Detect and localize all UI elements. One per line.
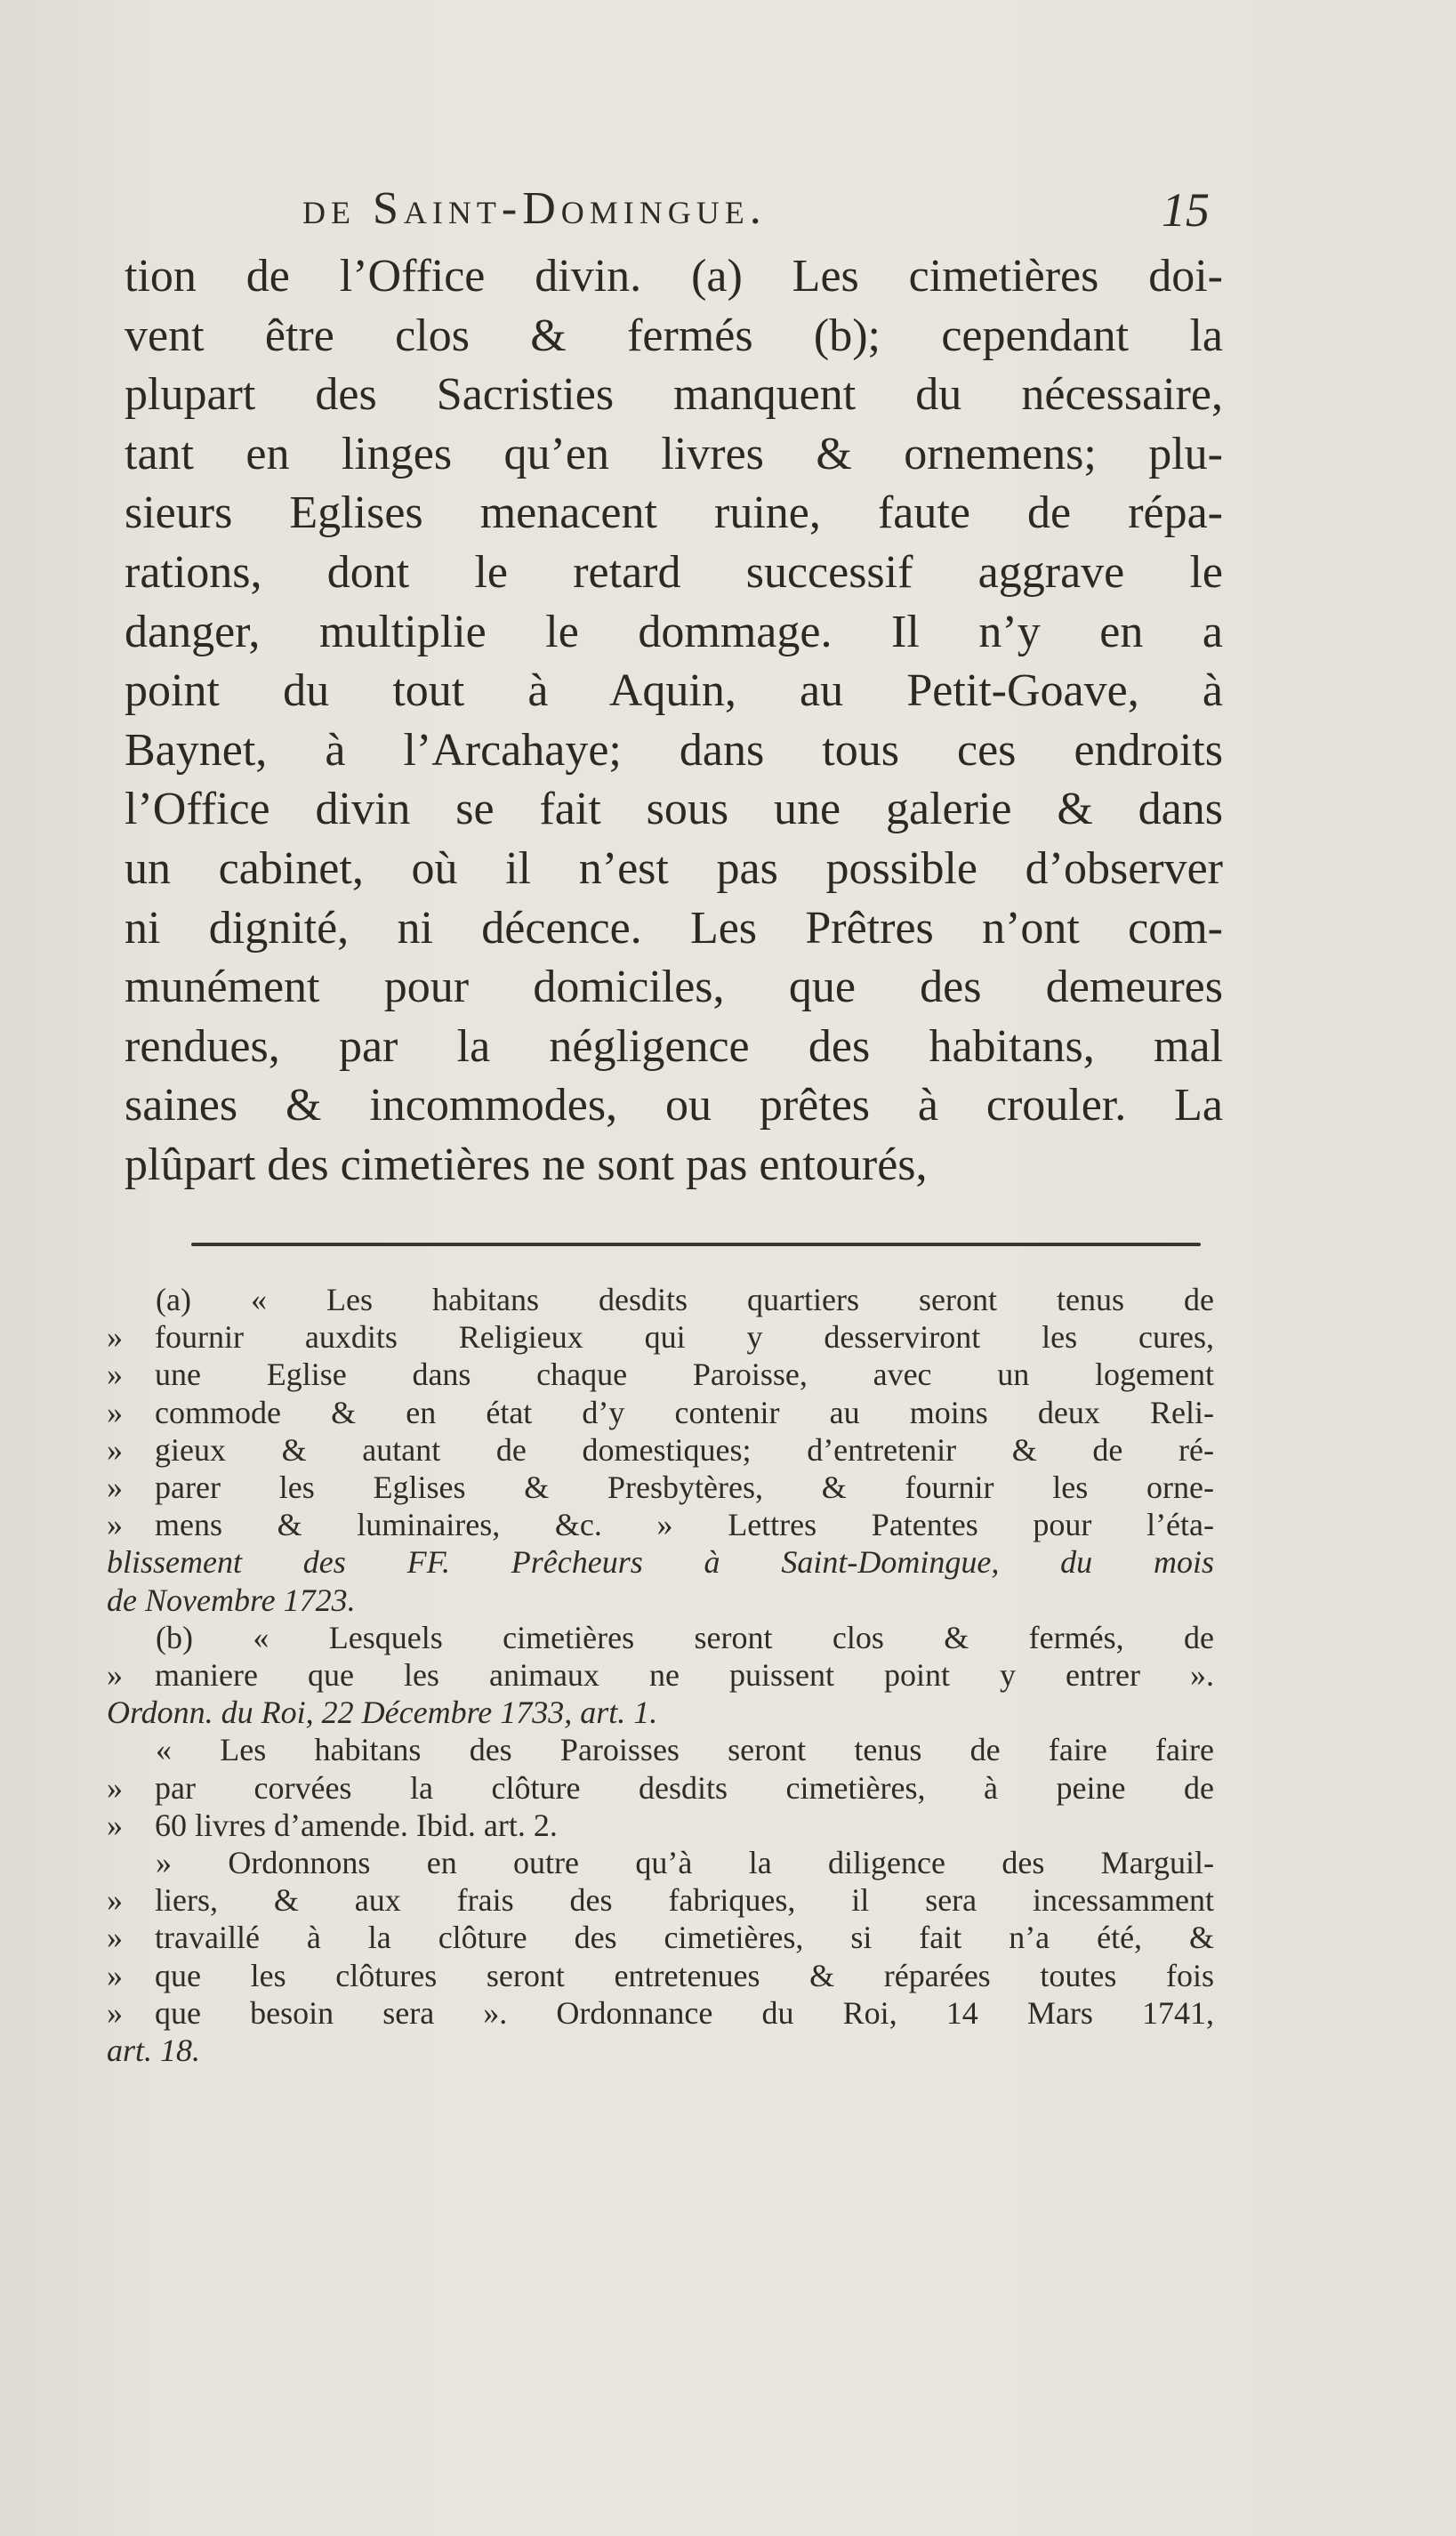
footnote-line: » maniere que les animaux ne puissent point y entrer ». [107,1656,1214,1694]
footnote-line: Ordonn. du Roi, 22 Décembre 1733, art. 1. [107,1695,658,1731]
text-line: point du tout à Aquin, au Petit-Goave, à [125,665,1223,717]
text-line: vent être clos & fermés (b); cependant la [125,310,1223,361]
footnote-line: » liers, & aux frais des fabriques, il sera incessamment [107,1881,1214,1919]
running-title: de Saint-Domingue. [302,183,767,234]
text-line: munément pour domiciles, que des demeures [125,962,1223,1013]
text-line: rendues, par la négligence des habitans, mal [125,1020,1223,1072]
footnote-line: » mens & luminaires, &c. » Lettres Patentes pour l’éta- [107,1506,1214,1543]
footnote-line: » 60 livres d’amende. Ibid. art. 2. [107,1807,1214,1844]
text-line: sieurs Eglises menacent ruine, faute de répa- [125,487,1223,539]
footnote-line: » travaillé à la clôture des cimetières, si fait n’a été, & [107,1919,1214,1956]
footnote-separator-rule [191,1243,1201,1246]
footnote-line: » commode & en état d’y contenir au moins deux Reli- [107,1394,1214,1431]
footnote-line: » que les clôtures seront entretenues & réparées toutes fois [107,1957,1214,1994]
footnote-line: » Ordonnons en outre qu’à la diligence des Marguil- [156,1845,1214,1881]
footnote-line: » une Eglise dans chaque Paroisse, avec un logement [107,1356,1214,1393]
footnote-line: » parer les Eglises & Presbytères, & fournir les orne- [107,1469,1214,1506]
text-line: danger, multiplie le dommage. Il n’y en a [125,606,1223,657]
footnote-line: (a) « Les habitans desdits quartiers seront tenus de [156,1282,1214,1317]
text-line: plupart des Sacristies manquent du nécessaire, [125,369,1223,421]
main-text [125,247,1223,1196]
text-line: plûpart des cimetières ne sont pas entourés, [125,1139,928,1190]
text-line: l’Office divin se fait sous une galerie & dans [125,784,1223,835]
text-line: un cabinet, où il n’est pas possible d’observer [125,842,1223,894]
footnote-line: » par corvées la clôture desdits cimetières, à peine de [107,1769,1214,1807]
page-number: 15 [1162,183,1210,237]
text-line: Baynet, à l’Arcahaye; dans tous ces endroits [125,724,1223,776]
text-line: tion de l’Office divin. (a) Les cimetières doi- [125,251,1223,302]
footnote-line: de Novembre 1723. [107,1582,356,1618]
footnote-line: (b) « Lesquels cimetières seront clos & fermés, de [156,1619,1214,1655]
text-line: rations, dont le retard successif aggrave le [125,546,1223,598]
page-header [302,182,1210,245]
text-line: saines & incommodes, ou prêtes à crouler. La [125,1080,1223,1131]
footnote-line: art. 18. [107,2033,201,2069]
footnotes [107,1281,1214,2069]
footnote-line: » fournir auxdits Religieux qui y desserviront les cures, [107,1318,1214,1356]
footnote-line: » que besoin sera ». Ordonnance du Roi, 14 Mars 1741, [107,1994,1214,2032]
footnote-line: « Les habitans des Paroisses seront tenus de faire faire [156,1732,1214,1768]
text-line: ni dignité, ni décence. Les Prêtres n’ont com- [125,902,1223,954]
footnote-line: blissement des FF. Prêcheurs à Saint-Domingue, du mois [107,1544,1214,1581]
footnote-line: » gieux & autant de domestiques; d’entretenir & de ré- [107,1431,1214,1469]
text-line: tant en linges qu’en livres & ornemens; plu- [125,428,1223,479]
